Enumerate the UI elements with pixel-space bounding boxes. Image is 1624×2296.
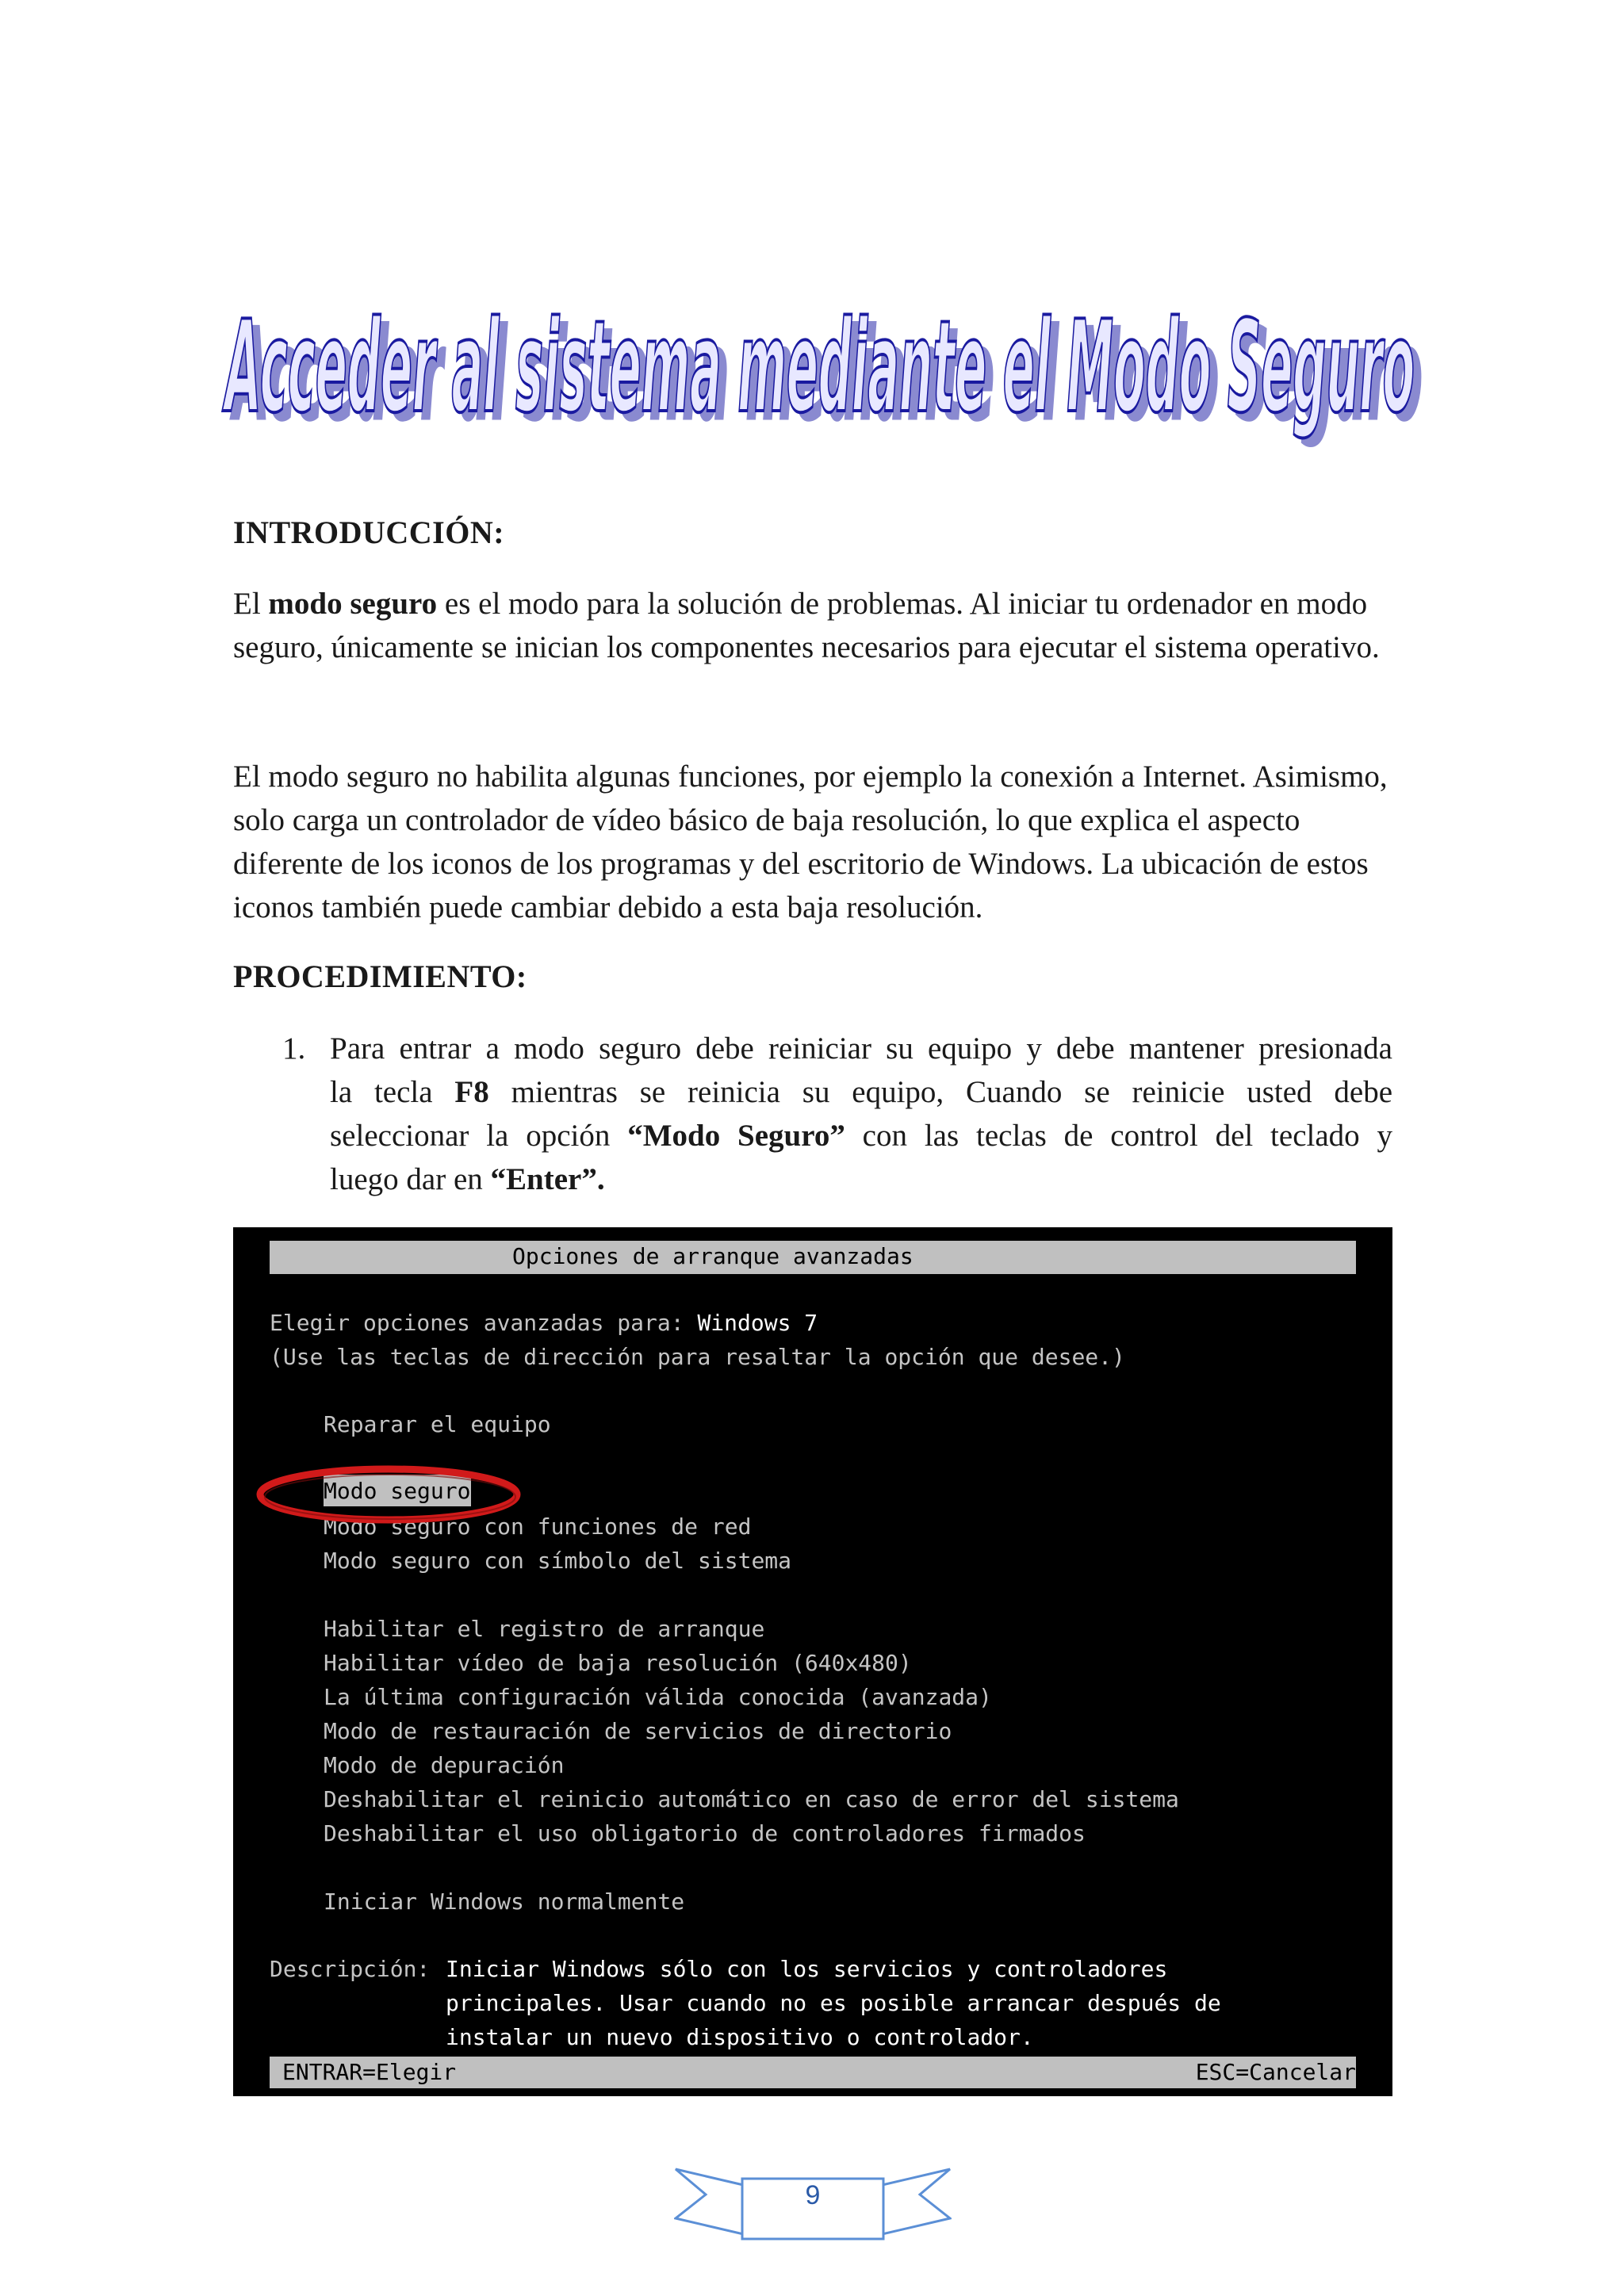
boot-footer-esc: ESC=Cancelar: [1195, 2059, 1356, 2085]
boot-description-line: principales. Usar cuando no es posible arrancar después de: [446, 1990, 1221, 2016]
boot-description-line: Iniciar Windows sólo con los servicios y controladores: [446, 1956, 1168, 1982]
title-wordart: [222, 238, 1443, 499]
boot-option-repair[interactable]: Reparar el equipo: [324, 1411, 551, 1437]
step-l4-pre: luego dar en: [330, 1162, 491, 1196]
boot-option[interactable]: Modo seguro con funciones de red: [324, 1513, 752, 1540]
step-key-enter: “Enter”.: [490, 1162, 605, 1196]
boot-choose-label: Elegir opciones avanzadas para:: [270, 1310, 698, 1336]
boot-option[interactable]: La última configuración válida conocida (avanzada): [324, 1684, 992, 1710]
intro-p1-pre: El: [233, 587, 269, 621]
boot-footer-enter: ENTRAR=Elegir: [282, 2059, 457, 2085]
intro-heading: INTRODUCCIÓN:: [233, 515, 505, 550]
page-number: 9: [805, 2180, 821, 2210]
boot-option-safe-mode: Modo seguro: [324, 1478, 471, 1504]
boot-header-title: Opciones de arranque avanzadas: [512, 1243, 914, 1269]
step-line-2: [330, 1070, 1392, 1114]
step-option-name: “Modo Seguro”: [627, 1119, 845, 1153]
page-title: [222, 238, 1443, 499]
intro-p1-post: es el modo para la solución de problemas. Al iniciar tu ordenador en modo seguro, únicamente se inician los componentes necesarios para ejecutar el sistema operativo.: [233, 587, 1380, 664]
step-l3-post: con las teclas de control del teclado y: [845, 1119, 1392, 1153]
intro-p1-bold: modo seguro: [268, 587, 438, 621]
page-number-banner: [674, 2163, 952, 2242]
title-text: Acceder al sistema mediante el Modo Seguro: [221, 293, 1415, 441]
boot-header-bar: [270, 1241, 1356, 1274]
boot-option[interactable]: Habilitar vídeo de baja resolución (640x480): [324, 1650, 912, 1676]
boot-option[interactable]: Modo de depuración: [324, 1752, 565, 1778]
procedure-step: [233, 1027, 1392, 1204]
boot-instruction: (Use las teclas de dirección para resaltar la opción que desee.): [270, 1344, 1125, 1370]
boot-option[interactable]: Modo seguro con símbolo del sistema: [324, 1548, 792, 1574]
highlight-ellipse: [255, 1464, 522, 1525]
boot-footer-bar: [270, 2057, 1356, 2088]
boot-choose-line: [270, 1310, 818, 1336]
step-line-4: [330, 1158, 1392, 1201]
boot-option[interactable]: Habilitar el registro de arranque: [324, 1616, 765, 1642]
step-text: [330, 1027, 1392, 1201]
boot-option[interactable]: Modo de restauración de servicios de directorio: [324, 1718, 952, 1744]
title-shadow: Acceder al sistema mediante el Modo Seguro: [229, 300, 1423, 449]
step-l3-pre: seleccionar la opción: [330, 1119, 628, 1153]
boot-description-line: instalar un nuevo dispositivo o controlador.: [446, 2024, 1034, 2050]
procedure-heading: PROCEDIMIENTO:: [233, 959, 527, 994]
boot-options-screenshot: [233, 1227, 1392, 2096]
boot-os-name: Windows 7: [697, 1310, 818, 1336]
boot-description-label: Descripción:: [270, 1956, 431, 1982]
intro-paragraph-2: El modo seguro no habilita algunas funciones, por ejemplo la conexión a Internet. Asimismo, solo carga un controlador de vídeo básico de baja resolución, lo que explica el aspecto diferente de los iconos de los programas y del escritorio de Windows. La ubicación de estos iconos también puede cambiar debido a esta baja resolución.: [233, 760, 1388, 924]
step-line-1: Para entrar a modo seguro debe reiniciar su equipo y debe mantener presionada: [330, 1031, 1392, 1066]
step-l2-post: mientras se reinicia su equipo, Cuando se reinicie usted debe: [488, 1075, 1393, 1109]
intro-paragraph-1: [233, 582, 1392, 669]
step-key-f8: F8: [454, 1075, 489, 1109]
boot-option[interactable]: Deshabilitar el reinicio automático en caso de error del sistema: [324, 1786, 1179, 1812]
boot-option-normal[interactable]: Iniciar Windows normalmente: [324, 1888, 685, 1915]
step-line-3: [330, 1114, 1392, 1158]
step-l2-pre: la tecla: [330, 1075, 455, 1109]
boot-option[interactable]: Deshabilitar el uso obligatorio de controladores firmados: [324, 1820, 1086, 1846]
step-number: 1.: [282, 1031, 306, 1066]
